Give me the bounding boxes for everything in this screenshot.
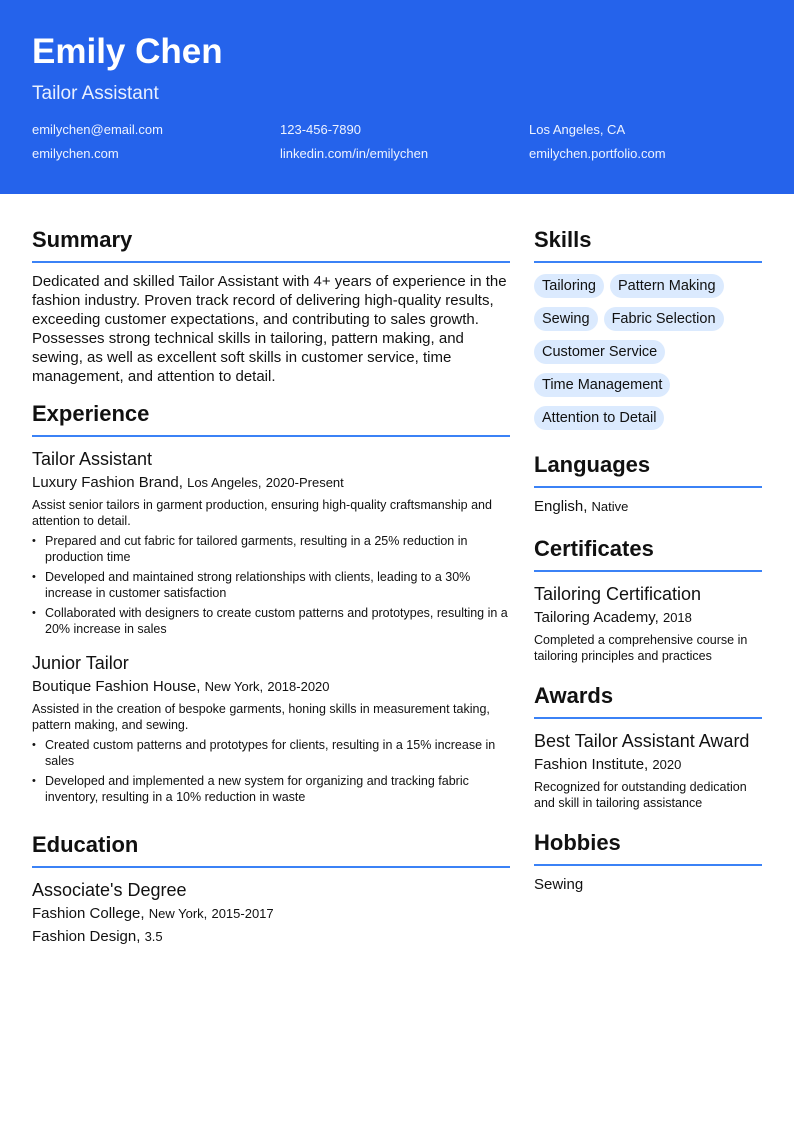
skills-list bbox=[534, 270, 762, 435]
award-name: Best Tailor Assistant Award bbox=[534, 731, 750, 751]
skill-chip: Tailoring bbox=[534, 274, 604, 298]
contact-website[interactable]: emilychen.com bbox=[32, 146, 119, 161]
certificate-issuer: Tailoring Academy, bbox=[534, 609, 659, 626]
skill-chip: Attention to Detail bbox=[534, 406, 664, 430]
education-field-line bbox=[32, 927, 510, 947]
job-bullets bbox=[32, 737, 510, 805]
award-year: 2020 bbox=[652, 757, 682, 772]
certificates-section bbox=[534, 535, 762, 664]
education-heading: Education bbox=[32, 831, 510, 868]
contact-email[interactable]: emilychen@email.com bbox=[32, 122, 163, 137]
languages-heading: Languages bbox=[534, 451, 762, 488]
job-company: Luxury Fashion Brand, bbox=[32, 474, 183, 491]
education-meta bbox=[32, 904, 510, 924]
summary-section bbox=[32, 226, 510, 386]
education-section bbox=[32, 831, 510, 947]
job-bullet: • Prepared and cut fabric for tailored garments, resulting in a 25% reduction in production time bbox=[45, 533, 510, 565]
education-dates: 2015-2017 bbox=[211, 906, 274, 921]
award-description: Recognized for outstanding dedication and skill in tailoring assistance bbox=[534, 780, 747, 810]
award-issuer: Fashion Institute, bbox=[534, 756, 649, 773]
hobby-item: Sewing bbox=[534, 876, 584, 893]
skills-heading: Skills bbox=[534, 226, 762, 263]
gpa: 3.5 bbox=[144, 929, 163, 944]
job-location: Los Angeles, bbox=[187, 475, 262, 490]
job-company: Boutique Fashion House, bbox=[32, 678, 201, 695]
summary-heading: Summary bbox=[32, 226, 510, 263]
award-meta bbox=[534, 755, 762, 775]
certificate-year: 2018 bbox=[662, 610, 692, 625]
job-bullet: • Developed and implemented a new system for organizing and tracking fabric inventory, resulting in a 10% reduction in waste bbox=[45, 773, 510, 805]
certificate-meta bbox=[534, 608, 762, 628]
award-entry bbox=[534, 729, 762, 811]
experience-section bbox=[32, 400, 510, 805]
job-bullet: • Collaborated with designers to create custom patterns and prototypes, resulting in a 20% increase in sales bbox=[45, 605, 510, 637]
languages-section bbox=[534, 451, 762, 517]
field-of-study: Fashion Design, bbox=[32, 928, 141, 945]
degree-name: Associate's Degree bbox=[32, 880, 187, 900]
job-meta bbox=[32, 677, 510, 697]
experience-heading: Experience bbox=[32, 400, 510, 437]
contact-location: Los Angeles, CA bbox=[529, 122, 626, 137]
job-entry bbox=[32, 447, 510, 637]
job-description: Assisted in the creation of bespoke garments, honing skills in measurement taking, pattern making, and sewing. bbox=[32, 702, 490, 732]
candidate-title: Tailor Assistant bbox=[32, 83, 159, 104]
language-name: English, bbox=[534, 498, 588, 515]
skill-chip: Pattern Making bbox=[610, 274, 724, 298]
language-entry bbox=[534, 497, 762, 517]
contact-portfolio[interactable]: emilychen.portfolio.com bbox=[529, 146, 666, 161]
contact-phone[interactable]: 123-456-7890 bbox=[280, 122, 361, 137]
certificate-description: Completed a comprehensive course in tailoring principles and practices bbox=[534, 633, 748, 663]
job-title: Junior Tailor bbox=[32, 653, 129, 673]
awards-heading: Awards bbox=[534, 682, 762, 719]
job-title: Tailor Assistant bbox=[32, 449, 153, 469]
job-bullets bbox=[32, 533, 510, 637]
job-dates: 2018-2020 bbox=[267, 679, 330, 694]
contact-linkedin[interactable]: linkedin.com/in/emilychen bbox=[280, 146, 429, 161]
side-column bbox=[534, 226, 762, 895]
job-bullet: • Developed and maintained strong relationships with clients, leading to a 30% increase in customer satisfaction bbox=[45, 569, 510, 601]
resume-header bbox=[0, 0, 794, 194]
language-level: Native bbox=[591, 499, 629, 514]
skill-chip: Customer Service bbox=[534, 340, 665, 364]
certificate-name: Tailoring Certification bbox=[534, 584, 702, 604]
education-entry bbox=[32, 878, 510, 947]
school-location: New York, bbox=[148, 906, 208, 921]
candidate-name: Emily Chen bbox=[32, 32, 223, 71]
main-column bbox=[32, 226, 510, 947]
certificate-entry bbox=[534, 582, 762, 664]
certificates-heading: Certificates bbox=[534, 535, 762, 572]
job-dates: 2020-Present bbox=[265, 475, 344, 490]
job-description: Assist senior tailors in garment production, ensuring high-quality craftsmanship and attention to detail. bbox=[32, 498, 492, 528]
job-entry bbox=[32, 651, 510, 805]
school-name: Fashion College, bbox=[32, 905, 145, 922]
summary-text: Dedicated and skilled Tailor Assistant with 4+ years of experience in the fashion industry. Proven track record of delivering high-quality results, exceeding customer expectations, and contributing to sales growth. Possesses strong technical skills in tailoring, pattern making, and sewing, as well as excellent soft skills in customer service, time management, and attention to detail. bbox=[32, 273, 507, 385]
hobbies-section bbox=[534, 829, 762, 895]
skill-chip: Sewing bbox=[534, 307, 598, 331]
skills-section bbox=[534, 226, 762, 435]
job-meta bbox=[32, 473, 510, 493]
job-location: New York, bbox=[204, 679, 264, 694]
awards-section bbox=[534, 682, 762, 811]
job-bullet: • Created custom patterns and prototypes for clients, resulting in a 15% increase in sales bbox=[45, 737, 510, 769]
skill-chip: Fabric Selection bbox=[604, 307, 724, 331]
hobbies-heading: Hobbies bbox=[534, 829, 762, 866]
skill-chip: Time Management bbox=[534, 373, 670, 397]
